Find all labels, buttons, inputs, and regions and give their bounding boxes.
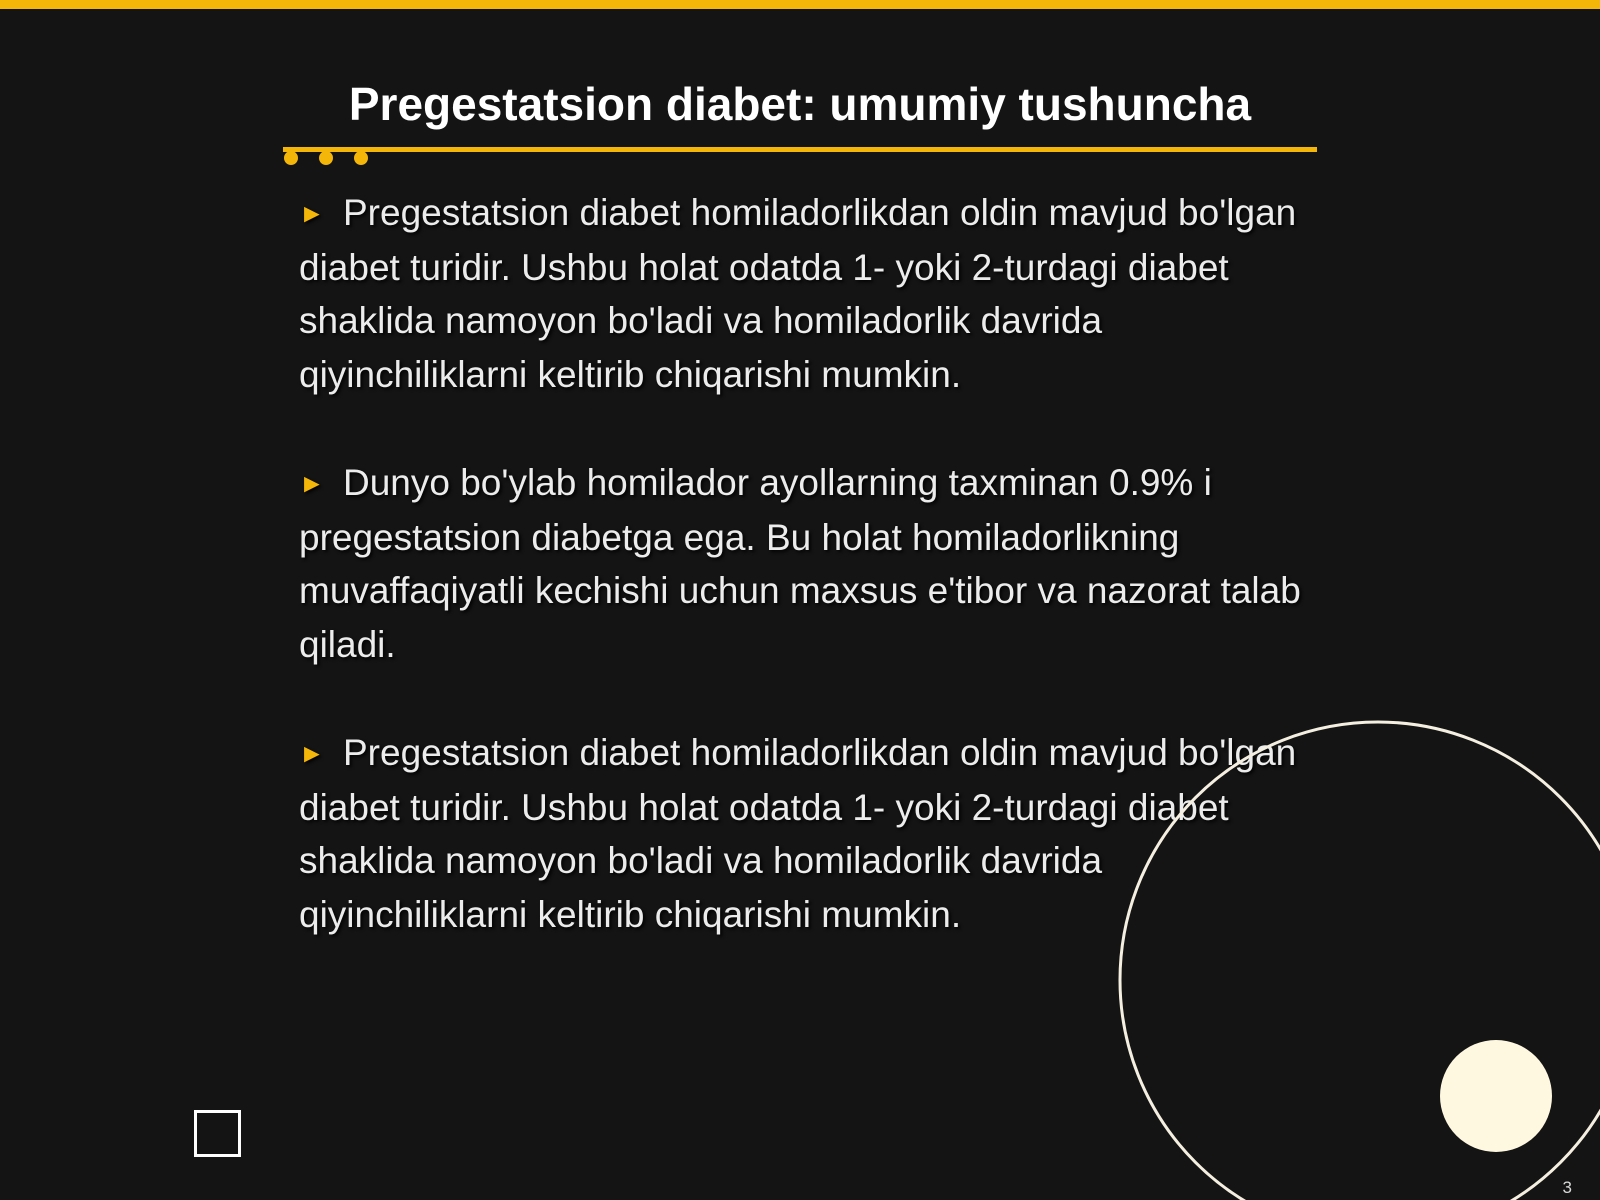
bullet-text: Dunyo bo'ylab homilador ayollarning taxminan 0.9% i pregestatsion diabetga ega. Bu holat homiladorlikning muvaffaqiyatli kechishi uchun maxsus e'tibor va nazorat talab qiladi. — [299, 462, 1301, 665]
slide-number: 3 — [1562, 1178, 1572, 1197]
bullet-arrow-icon: ► — [299, 468, 325, 498]
bullet-text: Pregestatsion diabet homiladorlikdan oldin mavjud bo'lgan diabet turidir. Ushbu holat odatda 1- yoki 2-turdagi diabet shaklida namoyon bo'ladi va homiladorlik davrida qiyinchiliklarni keltirib chiqarishi mumkin. — [299, 192, 1297, 395]
filled-cream-circle — [1440, 1040, 1552, 1152]
bullet-text: Pregestatsion diabet homiladorlikdan oldin mavjud bo'lgan diabet turidir. Ushbu holat odatda 1- yoki 2-turdagi diabet shaklida namoyon bo'ladi va homiladorlik davrida qiyinchiliklarni keltirib chiqarishi mumkin. — [299, 732, 1297, 935]
bullet-arrow-icon: ► — [299, 738, 325, 768]
slide-title: Pregestatsion diabet: umumiy tushuncha — [348, 78, 1252, 130]
bullet-arrow-icon: ► — [299, 198, 325, 228]
outline-square — [194, 1110, 241, 1157]
